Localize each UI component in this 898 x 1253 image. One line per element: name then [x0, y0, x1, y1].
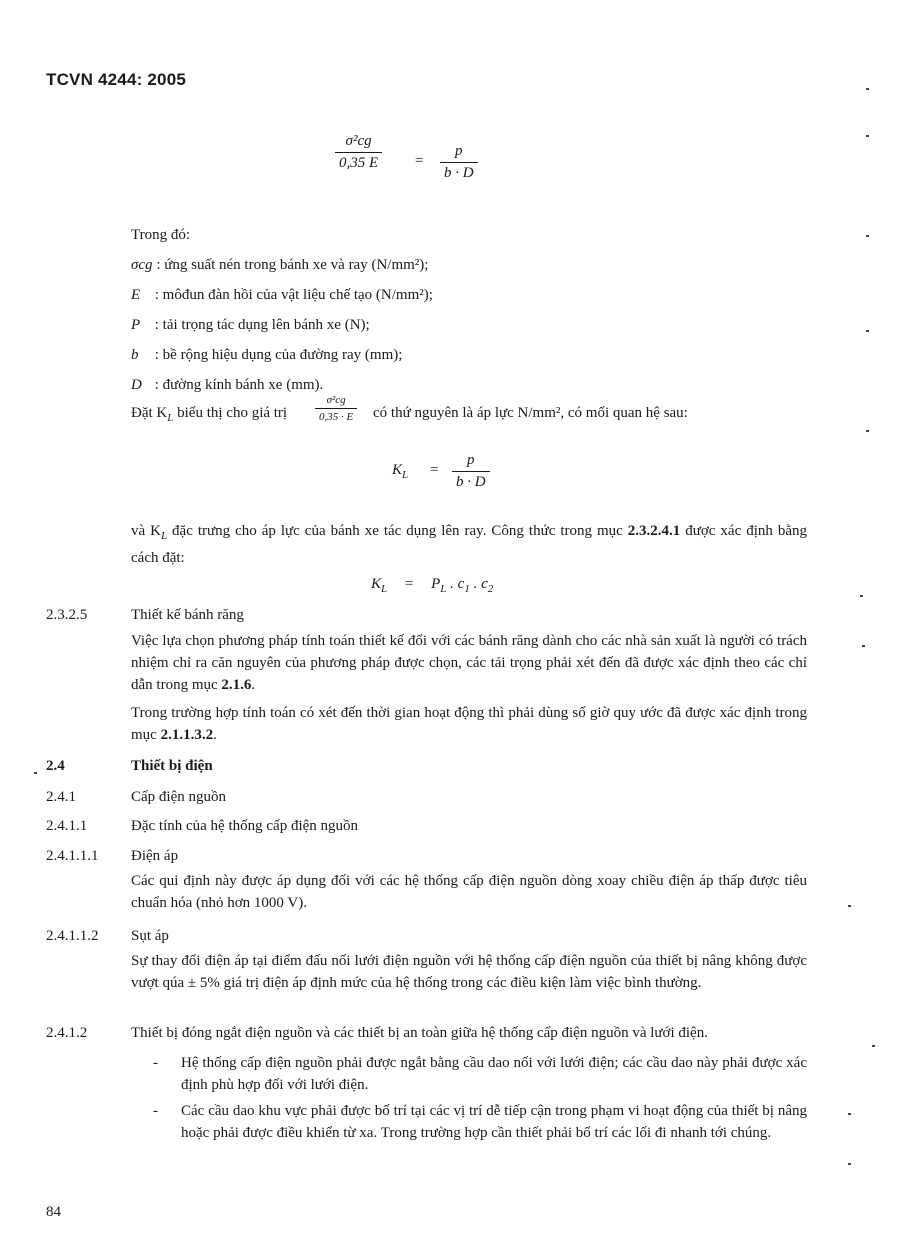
paragraph-text: Trong trường hợp tính toán có xét đến thời gian hoạt động thì phải dùng số giờ quy ước đã được xác định trong mục	[131, 705, 807, 743]
bullet-text: Hệ thống cấp điện nguồn phải được ngắt bằng cầu dao nối với lưới điện; các cầu dao này phải được xác định phù hợp đối với lưới điện.	[181, 1055, 807, 1093]
kl-inline-numerator: σ²cg	[326, 394, 346, 406]
scan-speck	[866, 135, 869, 137]
formula3-lhs: K	[371, 576, 382, 592]
definition-item	[131, 284, 433, 306]
scan-speck	[866, 88, 869, 90]
definition-text: : đường kính bánh xe (mm).	[154, 377, 324, 393]
kl-subscript: L	[167, 412, 174, 424]
formula2-rhs-fraction	[452, 452, 490, 490]
section-title: Sụt áp	[131, 928, 169, 944]
kl-para-text: đặc trưng cho áp lực của bánh xe tác dụng lên ray. Công thức trong mục	[167, 523, 628, 539]
formula3-rhs: P	[431, 576, 441, 592]
scan-speck	[866, 330, 869, 332]
section-number: 2.4.1.1.2	[46, 928, 99, 944]
bullet-dash: -	[153, 1055, 158, 1071]
section-reference: 2.3.2.4.1	[627, 523, 681, 539]
formula-rhs-fraction	[440, 143, 478, 181]
section-paragraph	[131, 702, 807, 746]
definition-text: : môđun đàn hồi của vật liệu chế tạo (N/mm²);	[154, 287, 433, 303]
definition-text: : ứng suất nén trong bánh xe và ray (N/mm²);	[156, 257, 429, 273]
formula3-equals: =	[404, 576, 414, 592]
definition-symbol: D	[131, 377, 142, 393]
kl-line-text-before: Đặt K	[131, 405, 168, 421]
paragraph-text: .	[213, 727, 217, 743]
formula2-lhs-symbol: K	[392, 462, 403, 478]
formula-rhs-denominator: b · D	[440, 162, 478, 182]
section-heading: Thiết bị điện	[131, 758, 213, 774]
scan-speck	[872, 1045, 875, 1047]
section-number: 2.4.1	[46, 789, 76, 805]
section-title: Thiết bị đóng ngắt điện nguồn và các thiết bị an toàn giữa hệ thống cấp điện nguồn và lưới điện.	[131, 1025, 708, 1041]
formula-kl-product	[371, 573, 493, 600]
bullet-dash: -	[153, 1103, 158, 1119]
formula-equals: =	[415, 153, 424, 169]
scan-speck	[862, 645, 865, 647]
definition-item	[131, 374, 323, 396]
bullet-text: Các cầu dao khu vực phải được bố trí tại các vị trí dễ tiếp cận trong phạm vi hoạt động của thiết bị nâng hoặc phải được điều khiển từ xa. Trong trường hợp cần thiết phải bố trí các lối đi nhanh tới chúng.	[181, 1103, 807, 1141]
formula3-term: . c	[469, 576, 488, 592]
formula3-c2-subscript: 2	[487, 583, 494, 595]
formula-lhs-numerator: σ²cg	[345, 133, 372, 149]
section-number: 2.3.2.5	[46, 607, 88, 623]
formula3-rhs-subscript: L	[440, 583, 447, 595]
kl-para-text: được xác định bằng cách đặt:	[131, 523, 807, 566]
kl-line-text-mid: biểu thị cho giá trị	[173, 405, 288, 421]
scan-speck	[848, 905, 851, 907]
paragraph-text: .	[251, 677, 256, 693]
scan-speck	[34, 772, 37, 774]
section-paragraph: Sự thay đổi điện áp tại điểm đấu nối lưới điện nguồn với hệ thống cấp điện nguồn của thiết bị nâng không được vượt qúa ± 5% giá trị điện áp định mức của hệ thống trong các điều kiện làm việc bình thường.	[131, 953, 807, 991]
definition-text: : bề rộng hiệu dụng của đường ray (mm);	[154, 347, 403, 363]
kl-para-text: và K	[131, 523, 161, 539]
formula3-term: . c	[446, 576, 465, 592]
scan-speck	[860, 595, 863, 597]
formula-lhs-denominator: 0,35 E	[335, 152, 382, 172]
scan-speck	[848, 1163, 851, 1165]
definitions-intro: Trong đó:	[131, 227, 191, 243]
section-number: 2.4.1.2	[46, 1025, 88, 1041]
formula2-rhs-numerator: p	[467, 452, 475, 468]
scan-speck	[866, 430, 869, 432]
formula2-lhs	[392, 462, 408, 481]
definition-item	[131, 314, 370, 336]
section-paragraph: Các qui định này được áp dụng đối với các hệ thống cấp điện nguồn dòng xoay chiều điện áp thấp được tiêu chuẩn hóa (nhỏ hơn 1000 V).	[131, 873, 807, 911]
definition-text: : tải trọng tác dụng lên bánh xe (N);	[154, 317, 370, 333]
definition-symbol: E	[131, 287, 141, 303]
definition-item	[131, 254, 428, 276]
section-number: 2.4.1.1.1	[46, 848, 99, 864]
section-number: 2.4	[46, 758, 65, 774]
section-title: Thiết kế bánh răng	[131, 607, 244, 623]
scan-speck	[848, 1113, 851, 1115]
formula2-equals: =	[430, 462, 439, 478]
definition-item	[131, 344, 402, 366]
definition-symbol: b	[131, 347, 139, 363]
formula-rhs-numerator: p	[455, 143, 463, 159]
formula2-lhs-subscript: L	[402, 469, 409, 481]
formula2-rhs-denominator: b · D	[452, 471, 490, 491]
kl-inline-fraction	[315, 394, 357, 423]
page-number: 84	[46, 1204, 61, 1220]
section-title: Cấp điện nguồn	[131, 789, 226, 805]
kl-line-start	[131, 402, 287, 429]
kl-line-end: có thứ nguyên là áp lực N/mm², có mối quan hệ sau:	[373, 405, 688, 421]
kl-para-subscript: L	[160, 530, 168, 542]
section-reference: 2.1.6	[221, 677, 252, 693]
paragraph-text: Việc lựa chọn phương pháp tính toán thiết kế đối với các bánh răng dành cho các nhà sản xuất là người có trách nhiệm chỉ ra căn nguyên của phương pháp được chọn, các tải trọng phải xét đến đã được xác định theo các chỉ dẫn trong mục	[131, 633, 807, 693]
section-paragraph	[131, 630, 807, 696]
section-number: 2.4.1.1	[46, 818, 88, 834]
formula-lhs-fraction	[335, 133, 382, 171]
section-title: Điện áp	[131, 848, 179, 864]
kl-inline-denominator: 0,35 · E	[315, 408, 357, 423]
definition-symbol: P	[131, 317, 141, 333]
section-reference: 2.1.1.3.2	[160, 727, 214, 743]
kl-paragraph	[131, 520, 807, 569]
formula3-c1-subscript: 1	[464, 583, 470, 595]
document-header: TCVN 4244: 2005	[46, 70, 187, 89]
scan-speck	[866, 235, 869, 237]
section-title: Đặc tính của hệ thống cấp điện nguồn	[131, 818, 359, 834]
formula3-lhs-subscript: L	[381, 583, 388, 595]
definition-symbol: σcg	[131, 257, 153, 273]
